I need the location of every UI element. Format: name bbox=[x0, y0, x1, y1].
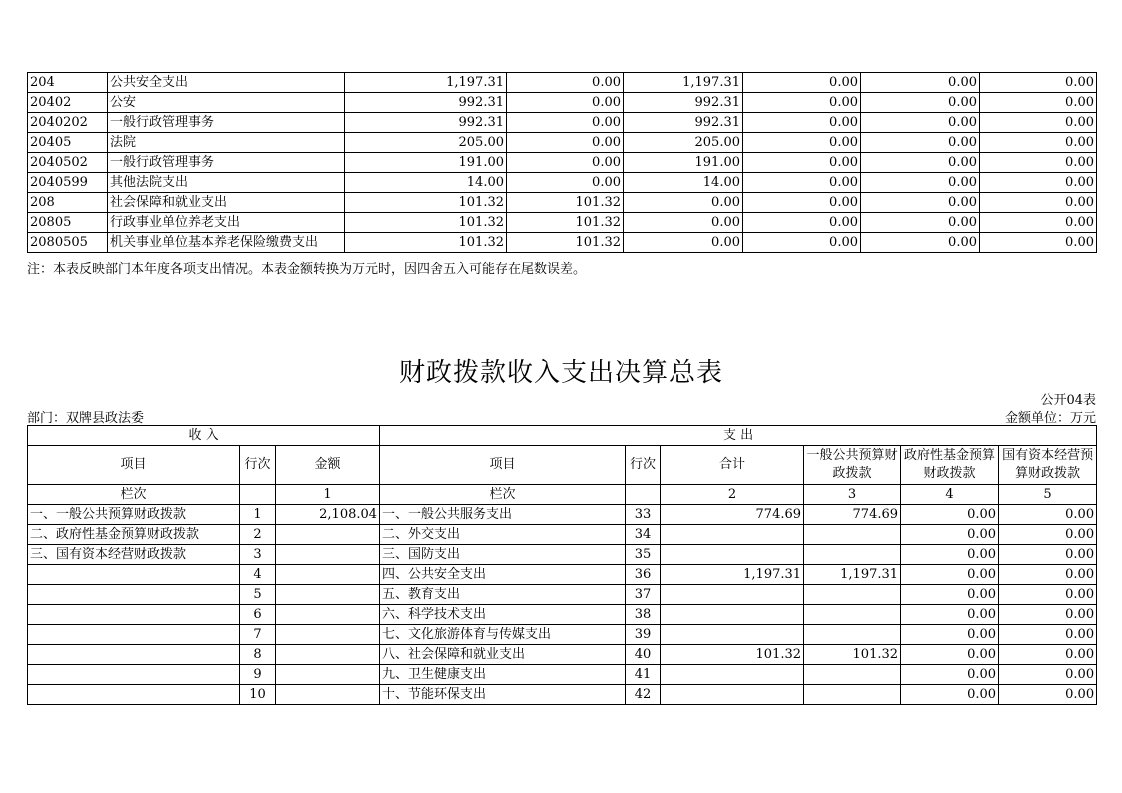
amount-cell: 101.32 bbox=[507, 233, 624, 253]
gov-fund-cell: 0.00 bbox=[901, 685, 999, 705]
amount-cell: 0.00 bbox=[980, 93, 1097, 113]
state-capital-cell: 0.00 bbox=[999, 505, 1097, 525]
table-row bbox=[28, 545, 1097, 565]
amount-cell: 0.00 bbox=[743, 113, 861, 133]
income-amount-cell bbox=[276, 685, 380, 705]
expense-item-header: 项目 bbox=[380, 446, 626, 485]
col-number: 2 bbox=[661, 485, 804, 505]
subject-code-cell: 20805 bbox=[28, 213, 108, 233]
income-item-header: 项目 bbox=[28, 446, 240, 485]
amount-cell: 0.00 bbox=[980, 173, 1097, 193]
income-line-cell: 1 bbox=[240, 505, 276, 525]
expense-line-cell: 40 bbox=[626, 645, 661, 665]
expense-detail-table bbox=[27, 72, 1097, 253]
empty-cell bbox=[626, 485, 661, 505]
col-number: 3 bbox=[804, 485, 901, 505]
expense-line-cell: 36 bbox=[626, 565, 661, 585]
expense-item-cell: 五、教育支出 bbox=[380, 585, 626, 605]
empty-cell bbox=[240, 485, 276, 505]
income-line-cell: 6 bbox=[240, 605, 276, 625]
income-item-cell bbox=[28, 565, 240, 585]
subject-code-cell: 2040599 bbox=[28, 173, 108, 193]
amount-cell: 0.00 bbox=[624, 233, 743, 253]
amount-cell: 0.00 bbox=[743, 193, 861, 213]
amount-cell: 0.00 bbox=[743, 73, 861, 93]
income-amount-cell bbox=[276, 645, 380, 665]
table-row bbox=[28, 73, 1097, 93]
amount-cell: 101.32 bbox=[345, 213, 507, 233]
expense-line-cell: 37 bbox=[626, 585, 661, 605]
state-capital-cell: 0.00 bbox=[999, 685, 1097, 705]
table-row bbox=[28, 605, 1097, 625]
subject-name-cell: 一般行政管理事务 bbox=[108, 113, 345, 133]
state-capital-header: 国有资本经营预算财政拨款 bbox=[999, 446, 1097, 485]
income-line-cell: 4 bbox=[240, 565, 276, 585]
amount-cell: 101.32 bbox=[345, 193, 507, 213]
amount-cell: 0.00 bbox=[861, 113, 980, 133]
table-row bbox=[28, 213, 1097, 233]
income-line-cell: 5 bbox=[240, 585, 276, 605]
amount-cell: 0.00 bbox=[743, 213, 861, 233]
table-row bbox=[28, 505, 1097, 525]
subject-code-cell: 2040502 bbox=[28, 153, 108, 173]
amount-cell: 0.00 bbox=[743, 93, 861, 113]
expense-item-cell: 九、卫生健康支出 bbox=[380, 665, 626, 685]
general-budget-cell bbox=[804, 605, 901, 625]
amount-cell: 14.00 bbox=[345, 173, 507, 193]
income-amount-cell bbox=[276, 525, 380, 545]
amount-cell: 992.31 bbox=[345, 113, 507, 133]
income-line-cell: 3 bbox=[240, 545, 276, 565]
subject-name-cell: 一般行政管理事务 bbox=[108, 153, 345, 173]
table-row bbox=[28, 113, 1097, 133]
expense-line-cell: 42 bbox=[626, 685, 661, 705]
income-line-cell: 8 bbox=[240, 645, 276, 665]
general-budget-cell bbox=[804, 685, 901, 705]
department-label: 部门：双牌县政法委 bbox=[27, 411, 145, 426]
amount-cell: 0.00 bbox=[861, 153, 980, 173]
amount-cell: 205.00 bbox=[345, 133, 507, 153]
amount-cell: 0.00 bbox=[624, 213, 743, 233]
expense-item-cell: 六、科学技术支出 bbox=[380, 605, 626, 625]
total-cell bbox=[661, 685, 804, 705]
amount-cell: 0.00 bbox=[861, 133, 980, 153]
expense-item-cell: 二、外交支出 bbox=[380, 525, 626, 545]
income-item-cell bbox=[28, 605, 240, 625]
table-row bbox=[28, 625, 1097, 645]
subject-code-cell: 20402 bbox=[28, 93, 108, 113]
expense-item-cell: 七、文化旅游体育与传媒支出 bbox=[380, 625, 626, 645]
state-capital-cell: 0.00 bbox=[999, 545, 1097, 565]
table-row bbox=[28, 133, 1097, 153]
table-row bbox=[28, 685, 1097, 705]
subject-name-cell: 其他法院支出 bbox=[108, 173, 345, 193]
subject-code-cell: 20405 bbox=[28, 133, 108, 153]
amount-cell: 0.00 bbox=[507, 173, 624, 193]
subject-name-cell: 法院 bbox=[108, 133, 345, 153]
expense-line-cell: 35 bbox=[626, 545, 661, 565]
expense-item-cell: 四、公共安全支出 bbox=[380, 565, 626, 585]
income-amount-header: 金额 bbox=[276, 446, 380, 485]
gov-fund-header: 政府性基金预算财政拨款 bbox=[901, 446, 999, 485]
amount-cell: 0.00 bbox=[624, 193, 743, 213]
income-amount-cell bbox=[276, 605, 380, 625]
table-row bbox=[28, 193, 1097, 213]
expense-line-cell: 39 bbox=[626, 625, 661, 645]
income-line-cell: 7 bbox=[240, 625, 276, 645]
subject-code-cell: 204 bbox=[28, 73, 108, 93]
total-cell bbox=[661, 545, 804, 565]
income-amount-cell bbox=[276, 625, 380, 645]
total-cell: 1,197.31 bbox=[661, 565, 804, 585]
col-label: 栏次 bbox=[28, 485, 240, 505]
income-header: 收 入 bbox=[28, 426, 380, 446]
income-amount-cell bbox=[276, 545, 380, 565]
table-row bbox=[28, 585, 1097, 605]
amount-cell: 14.00 bbox=[624, 173, 743, 193]
subject-name-cell: 公安 bbox=[108, 93, 345, 113]
col-number: 5 bbox=[999, 485, 1097, 505]
total-cell: 774.69 bbox=[661, 505, 804, 525]
subject-name-cell: 社会保障和就业支出 bbox=[108, 193, 345, 213]
gov-fund-cell: 0.00 bbox=[901, 545, 999, 565]
gov-fund-cell: 0.00 bbox=[901, 665, 999, 685]
amount-cell: 0.00 bbox=[743, 173, 861, 193]
amount-cell: 0.00 bbox=[507, 113, 624, 133]
state-capital-cell: 0.00 bbox=[999, 565, 1097, 585]
amount-cell: 0.00 bbox=[980, 113, 1097, 133]
gov-fund-cell: 0.00 bbox=[901, 645, 999, 665]
expense-line-cell: 41 bbox=[626, 665, 661, 685]
income-line-cell: 2 bbox=[240, 525, 276, 545]
subject-code-cell: 2040202 bbox=[28, 113, 108, 133]
amount-cell: 101.32 bbox=[507, 213, 624, 233]
table-row bbox=[28, 525, 1097, 545]
amount-cell: 191.00 bbox=[624, 153, 743, 173]
income-amount-cell bbox=[276, 565, 380, 585]
general-budget-cell bbox=[804, 585, 901, 605]
income-item-cell bbox=[28, 625, 240, 645]
expense-item-cell: 十、节能环保支出 bbox=[380, 685, 626, 705]
page-title: 财政拨款收入支出决算总表 bbox=[398, 358, 723, 388]
income-item-cell: 二、政府性基金预算财政拨款 bbox=[28, 525, 240, 545]
income-amount-cell: 2,108.04 bbox=[276, 505, 380, 525]
income-amount-cell bbox=[276, 665, 380, 685]
income-item-cell bbox=[28, 585, 240, 605]
amount-cell: 0.00 bbox=[980, 193, 1097, 213]
expense-item-cell: 三、国防支出 bbox=[380, 545, 626, 565]
subject-code-cell: 208 bbox=[28, 193, 108, 213]
expense-line-cell: 33 bbox=[626, 505, 661, 525]
amount-cell: 0.00 bbox=[743, 153, 861, 173]
total-cell bbox=[661, 665, 804, 685]
gov-fund-cell: 0.00 bbox=[901, 565, 999, 585]
general-budget-cell bbox=[804, 625, 901, 645]
amount-cell: 0.00 bbox=[980, 73, 1097, 93]
amount-cell: 1,197.31 bbox=[345, 73, 507, 93]
state-capital-cell: 0.00 bbox=[999, 605, 1097, 625]
gov-fund-cell: 0.00 bbox=[901, 505, 999, 525]
amount-cell: 0.00 bbox=[507, 153, 624, 173]
state-capital-cell: 0.00 bbox=[999, 525, 1097, 545]
total-cell bbox=[661, 525, 804, 545]
state-capital-cell: 0.00 bbox=[999, 645, 1097, 665]
expense-item-cell: 八、社会保障和就业支出 bbox=[380, 645, 626, 665]
subject-name-cell: 公共安全支出 bbox=[108, 73, 345, 93]
table-row bbox=[28, 153, 1097, 173]
table-row bbox=[28, 233, 1097, 253]
amount-cell: 992.31 bbox=[624, 113, 743, 133]
amount-cell: 0.00 bbox=[861, 93, 980, 113]
state-capital-cell: 0.00 bbox=[999, 665, 1097, 685]
expense-line-header: 行次 bbox=[626, 446, 661, 485]
expense-line-cell: 38 bbox=[626, 605, 661, 625]
amount-cell: 0.00 bbox=[507, 93, 624, 113]
expense-line-cell: 34 bbox=[626, 525, 661, 545]
general-budget-cell: 1,197.31 bbox=[804, 565, 901, 585]
income-line-header: 行次 bbox=[240, 446, 276, 485]
table-code: 公开04表 bbox=[1040, 393, 1096, 408]
gov-fund-cell: 0.00 bbox=[901, 585, 999, 605]
subject-code-cell: 2080505 bbox=[28, 233, 108, 253]
amount-cell: 0.00 bbox=[743, 233, 861, 253]
income-item-cell bbox=[28, 685, 240, 705]
total-cell bbox=[661, 625, 804, 645]
amount-cell: 0.00 bbox=[861, 193, 980, 213]
amount-cell: 0.00 bbox=[861, 213, 980, 233]
total-cell: 101.32 bbox=[661, 645, 804, 665]
income-item-cell bbox=[28, 645, 240, 665]
amount-cell: 191.00 bbox=[345, 153, 507, 173]
amount-cell: 0.00 bbox=[980, 233, 1097, 253]
general-budget-cell bbox=[804, 665, 901, 685]
amount-cell: 0.00 bbox=[861, 173, 980, 193]
unit-label: 金额单位：万元 bbox=[1004, 411, 1096, 426]
general-budget-cell: 774.69 bbox=[804, 505, 901, 525]
gov-fund-cell: 0.00 bbox=[901, 605, 999, 625]
amount-cell: 0.00 bbox=[980, 133, 1097, 153]
col-label: 栏次 bbox=[380, 485, 626, 505]
amount-cell: 0.00 bbox=[743, 133, 861, 153]
amount-cell: 101.32 bbox=[507, 193, 624, 213]
income-line-cell: 10 bbox=[240, 685, 276, 705]
state-capital-cell: 0.00 bbox=[999, 625, 1097, 645]
table-row bbox=[28, 645, 1097, 665]
amount-cell: 0.00 bbox=[980, 153, 1097, 173]
income-item-cell: 一、一般公共预算财政拨款 bbox=[28, 505, 240, 525]
summary-table bbox=[27, 425, 1097, 705]
total-cell bbox=[661, 605, 804, 625]
expense-item-cell: 一、一般公共服务支出 bbox=[380, 505, 626, 525]
amount-cell: 205.00 bbox=[624, 133, 743, 153]
state-capital-cell: 0.00 bbox=[999, 585, 1097, 605]
amount-cell: 0.00 bbox=[507, 73, 624, 93]
general-budget-header: 一般公共预算财政拨款 bbox=[804, 446, 901, 485]
amount-cell: 0.00 bbox=[507, 133, 624, 153]
general-budget-cell: 101.32 bbox=[804, 645, 901, 665]
table-row bbox=[28, 665, 1097, 685]
amount-cell: 0.00 bbox=[980, 213, 1097, 233]
table-note: 注：本表反映部门本年度各项支出情况。本表金额转换为万元时，因四舍五入可能存在尾数误差。 bbox=[27, 262, 587, 277]
gov-fund-cell: 0.00 bbox=[901, 525, 999, 545]
expense-header: 支 出 bbox=[380, 426, 1097, 446]
col-number: 4 bbox=[901, 485, 999, 505]
table-row bbox=[28, 93, 1097, 113]
total-cell bbox=[661, 585, 804, 605]
income-line-cell: 9 bbox=[240, 665, 276, 685]
total-header: 合计 bbox=[661, 446, 804, 485]
amount-cell: 101.32 bbox=[345, 233, 507, 253]
subject-name-cell: 机关事业单位基本养老保险缴费支出 bbox=[108, 233, 345, 253]
income-item-cell: 三、国有资本经营财政拨款 bbox=[28, 545, 240, 565]
table-row bbox=[28, 565, 1097, 585]
subject-name-cell: 行政事业单位养老支出 bbox=[108, 213, 345, 233]
amount-cell: 1,197.31 bbox=[624, 73, 743, 93]
income-amount-cell bbox=[276, 585, 380, 605]
amount-cell: 0.00 bbox=[861, 233, 980, 253]
general-budget-cell bbox=[804, 545, 901, 565]
amount-cell: 0.00 bbox=[861, 73, 980, 93]
table-row bbox=[28, 173, 1097, 193]
income-item-cell bbox=[28, 665, 240, 685]
general-budget-cell bbox=[804, 525, 901, 545]
col-number: 1 bbox=[276, 485, 380, 505]
gov-fund-cell: 0.00 bbox=[901, 625, 999, 645]
amount-cell: 992.31 bbox=[624, 93, 743, 113]
amount-cell: 992.31 bbox=[345, 93, 507, 113]
